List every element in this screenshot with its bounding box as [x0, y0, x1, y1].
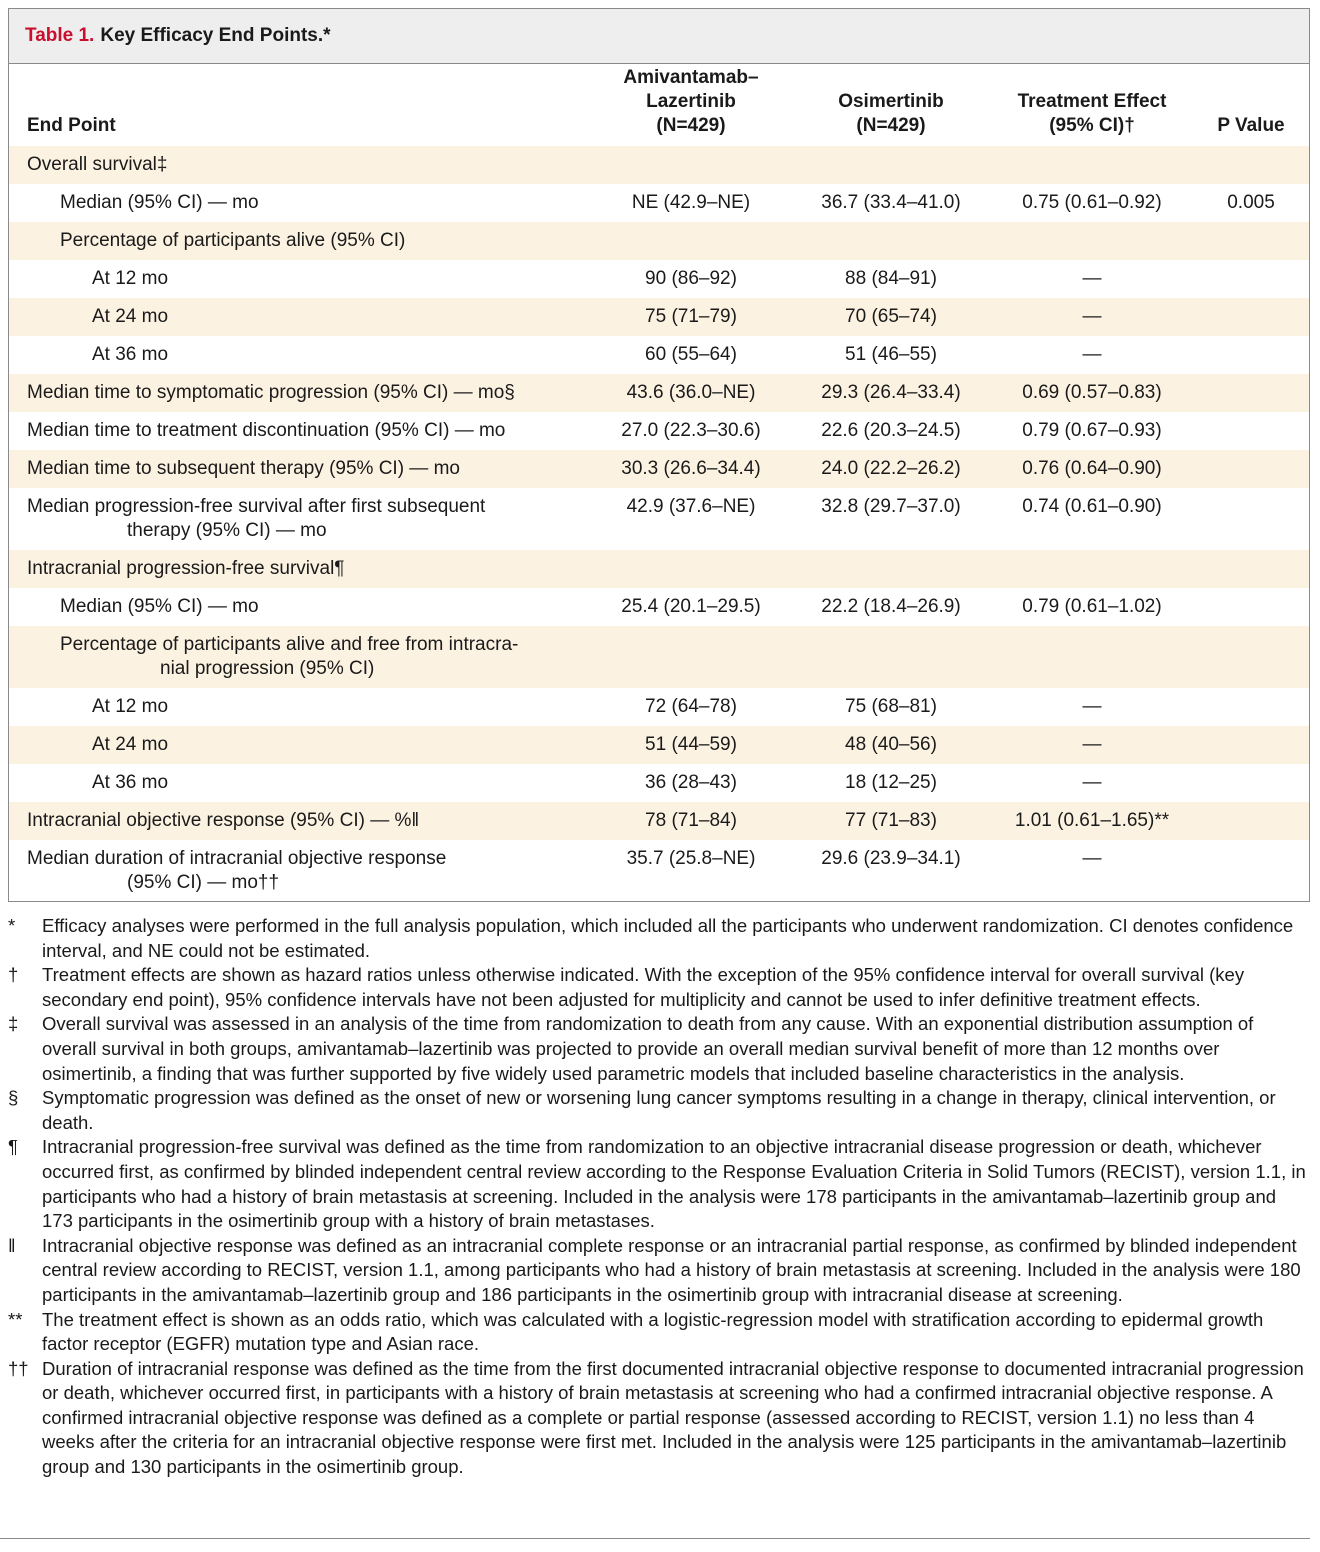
effect-value: 0.79 (0.67–0.93) [1022, 420, 1162, 441]
header-pvalue: P Value [1217, 115, 1285, 136]
table-row [9, 488, 1309, 550]
pvalue [1193, 450, 1309, 488]
table-row [9, 450, 1309, 488]
osimertinib-value: 32.8 (29.7–37.0) [821, 496, 961, 517]
footnote [8, 1308, 1310, 1357]
amivantamab-value: 72 (64–78) [645, 696, 737, 717]
amivantamab-value [591, 626, 791, 688]
header-arm1 [591, 64, 791, 146]
header-effect-ci: (95% CI)† [1049, 115, 1135, 136]
endpoint-cell [9, 840, 591, 902]
pvalue [1193, 222, 1309, 260]
osimertinib-value: 24.0 (22.2–26.2) [791, 450, 991, 488]
osimertinib-value: 29.6 (23.9–34.1) [821, 848, 961, 869]
header-arm2-n: (N=429) [856, 115, 926, 136]
efficacy-table [9, 64, 1309, 902]
osimertinib-value: 77 (71–83) [791, 802, 991, 840]
amivantamab-value: 30.3 (26.6–34.4) [591, 450, 791, 488]
endpoint-label: Intracranial progression-free survival¶ [27, 558, 345, 579]
endpoint-cell [9, 146, 591, 184]
footnote [8, 1012, 1310, 1086]
pvalue [1193, 688, 1309, 726]
osimertinib-value: 18 (12–25) [845, 772, 937, 793]
effect-value: 0.69 (0.57–0.83) [991, 374, 1193, 412]
amivantamab-value: 27.0 (22.3–30.6) [621, 420, 761, 441]
table-row [9, 726, 1309, 764]
table-title-text: Key Efficacy End Points.* [100, 25, 331, 46]
pvalue [1193, 260, 1309, 298]
header-effect-name: Treatment Effect [1017, 91, 1167, 112]
osimertinib-value: 48 (40–56) [791, 726, 991, 764]
effect-value: 0.75 (0.61–0.92) [1022, 192, 1162, 213]
footnote-symbol: †† [8, 1357, 29, 1379]
endpoint-cell [9, 626, 591, 688]
endpoint-cell [9, 764, 591, 802]
osimertinib-value: 36.7 (33.4–41.0) [821, 192, 961, 213]
pvalue [1193, 488, 1309, 550]
pvalue [1193, 298, 1309, 336]
endpoint-label: Median (95% CI) — mo [60, 596, 259, 617]
endpoint-label: At 24 mo [92, 734, 169, 755]
effect-value: 1.01 (0.61–1.65)** [991, 802, 1193, 840]
pvalue [1193, 550, 1309, 588]
table-row [9, 336, 1309, 374]
endpoint-cell [9, 726, 591, 764]
endpoint-cell [9, 222, 591, 260]
osimertinib-value [791, 550, 991, 588]
endpoint-cell [9, 374, 591, 412]
table-row [9, 802, 1309, 840]
effect-value: — [1082, 848, 1102, 869]
endpoint-label: At 24 mo [92, 306, 169, 327]
footnote [8, 1135, 1310, 1233]
pvalue [1193, 588, 1309, 626]
effect-value: — [1082, 696, 1102, 717]
effect-value [991, 222, 1193, 260]
endpoint-cell [9, 802, 591, 840]
endpoint-label: Median duration of intracranial objective response [27, 848, 447, 869]
footnote-text: The treatment effect is shown as an odds ratio, which was calculated with a logistic-regression model with stratification according to epidermal growth factor receptor (EGFR) mutation type and Asian race. [42, 1308, 1264, 1355]
table-row [9, 550, 1309, 588]
table-row [9, 146, 1309, 184]
header-arm2-name: Osimertinib [838, 91, 944, 112]
endpoint-cell [9, 588, 591, 626]
pvalue [1193, 764, 1309, 802]
endpoint-cell [9, 488, 591, 550]
footnote [8, 963, 1310, 1012]
endpoint-label: Percentage of participants alive (95% CI) [60, 230, 406, 251]
osimertinib-value [791, 146, 991, 184]
endpoint-label: Intracranial objective response (95% CI) — %‖ [27, 810, 420, 831]
endpoint-label: Percentage of participants alive and free from intracra- [60, 634, 519, 655]
osimertinib-value: 88 (84–91) [845, 268, 937, 289]
bottom-rule [0, 1538, 1310, 1539]
footnote-text: Symptomatic progression was defined as the onset of new or worsening lung cancer symptoms resulting in a change in therapy, clinical intervention, or death. [42, 1087, 1276, 1133]
endpoint-label: At 12 mo [92, 696, 169, 717]
header-arm1-n: (N=429) [656, 115, 726, 136]
endpoint-cell [9, 184, 591, 222]
endpoint-label: Median progression-free survival after first subsequent [27, 496, 486, 517]
amivantamab-value [591, 146, 791, 184]
footnote-text: Duration of intracranial response was defined as the time from the first documented intracranial objective response to documented intracranial progression or death, whichever occurred first, in participants with a history of brain metastasis at screening who had a confirmed intracranial objective response. A confirmed intracranial objective response was defined as a complete or partial response (assessed according to RECIST, version 1.1) no less than 4 weeks after the criteria for an intracranial objective response were first met. Included in the analysis were 125 participants in the amivantamab–lazertinib group and 130 participants in the osimertinib group. [42, 1357, 1304, 1478]
effect-value [991, 626, 1193, 688]
endpoint-label: Median time to symptomatic progression (95% CI) — mo§ [27, 382, 515, 403]
table-row [9, 260, 1309, 298]
endpoint-cell [9, 336, 591, 374]
osimertinib-value: 22.2 (18.4–26.9) [821, 596, 961, 617]
footnote-symbol: ** [8, 1308, 23, 1330]
footnote-symbol: ‡ [8, 1013, 19, 1035]
osimertinib-value: 75 (68–81) [845, 696, 937, 717]
table-row [9, 184, 1309, 222]
table-title [9, 9, 1309, 64]
osimertinib-value: 51 (46–55) [845, 344, 937, 365]
footnotes [8, 914, 1310, 1480]
amivantamab-value: 51 (44–59) [591, 726, 791, 764]
table-row [9, 298, 1309, 336]
amivantamab-value: 25.4 (20.1–29.5) [621, 596, 761, 617]
amivantamab-value [591, 222, 791, 260]
amivantamab-value: 35.7 (25.8–NE) [626, 848, 756, 869]
pvalue [1193, 336, 1309, 374]
pvalue [1193, 802, 1309, 840]
amivantamab-value: 42.9 (37.6–NE) [626, 496, 756, 517]
endpoint-cell [9, 298, 591, 336]
footnote-symbol: * [8, 915, 16, 936]
amivantamab-value: NE (42.9–NE) [631, 192, 751, 213]
effect-value: 0.74 (0.61–0.90) [1022, 496, 1162, 517]
footnote-text: Intracranial progression-free survival was defined as the time from randomization to an objective intracranial disease progression or death, whichever occurred first, as confirmed by blinded independent central review according to the Response Evaluation Criteria in Solid Tumors (RECIST), version 1.1, in participants who had a history of brain metastasis at screening. Included in the analysis were 178 participants in the amivantamab–lazertinib group and 173 participants in the osimertinib group with a history of brain metastases. [42, 1136, 1306, 1232]
header-effect [991, 64, 1193, 146]
pvalue [1193, 626, 1309, 688]
osimertinib-value: 29.3 (26.4–33.4) [791, 374, 991, 412]
effect-value [991, 550, 1193, 588]
table-row [9, 412, 1309, 450]
pvalue: 0.005 [1227, 192, 1275, 213]
table-number: Table 1. [25, 25, 95, 46]
pvalue [1193, 726, 1309, 764]
pvalue [1193, 146, 1309, 184]
effect-value: — [991, 726, 1193, 764]
effect-value: — [1082, 344, 1102, 365]
endpoint-label: At 12 mo [92, 268, 169, 289]
endpoint-label-cont: (95% CI) — mo†† [127, 872, 280, 893]
amivantamab-value: 78 (71–84) [591, 802, 791, 840]
header-endpoint: End Point [27, 115, 116, 136]
osimertinib-value: 22.6 (20.3–24.5) [821, 420, 961, 441]
osimertinib-value: 70 (65–74) [791, 298, 991, 336]
table-row [9, 588, 1309, 626]
footnote-text: Efficacy analyses were performed in the full analysis population, which included all the participants who underwent randomization. CI denotes confidence interval, and NE could not be estimated. [42, 915, 1294, 961]
footnote-symbol: ‖ [8, 1234, 16, 1256]
footnote [8, 1357, 1310, 1480]
pvalue [1193, 374, 1309, 412]
footnote-text: Treatment effects are shown as hazard ratios unless otherwise indicated. With the exception of the 95% confidence interval for overall survival (key secondary end point), 95% confidence intervals have not been adjusted for multiplicity and cannot be used to infer definitive treatment effects. [42, 964, 1245, 1010]
endpoint-label: Median (95% CI) — mo [60, 192, 259, 213]
amivantamab-value: 60 (55–64) [645, 344, 737, 365]
footnote-symbol: † [8, 964, 19, 986]
footnote-symbol: ¶ [8, 1136, 18, 1158]
header-arm1-name: Amivantamab–Lazertinib [623, 67, 759, 112]
endpoint-label: At 36 mo [92, 772, 169, 793]
endpoint-cell [9, 412, 591, 450]
effect-value: — [1082, 772, 1102, 793]
footnote-text: Overall survival was assessed in an analysis of the time from randomization to death from any cause. With an exponential distribution assumption of overall survival in both groups, amivantamab–lazertinib was projected to provide an overall median survival benefit of more than 12 months over osimertinib, a finding that was further supported by five widely used parametric models that included baseline characteristics in the analysis. [42, 1013, 1254, 1084]
header-arm2 [791, 64, 991, 146]
footnote [8, 1086, 1310, 1135]
endpoint-label-cont: therapy (95% CI) — mo [127, 520, 327, 541]
endpoint-label: At 36 mo [92, 344, 169, 365]
footnote-text: Intracranial objective response was defined as an intracranial complete response or an intracranial partial response, as confirmed by blinded independent central review according to RECIST, version 1.1, among participants who had a history of brain metastasis at screening. Included in the analysis were 180 participants in the amivantamab–lazertinib group and 186 participants in the osimertinib group with intracranial disease at screening. [42, 1234, 1301, 1305]
table-row [9, 840, 1309, 902]
footnote-symbol: § [8, 1087, 19, 1109]
effect-value: — [991, 298, 1193, 336]
pvalue [1193, 840, 1309, 902]
endpoint-label: Overall survival‡ [27, 154, 168, 175]
effect-value: 0.76 (0.64–0.90) [991, 450, 1193, 488]
footnote [8, 914, 1310, 963]
osimertinib-value [791, 626, 991, 688]
table-row [9, 688, 1309, 726]
amivantamab-value [591, 550, 791, 588]
effect-value: 0.79 (0.61–1.02) [1022, 596, 1162, 617]
amivantamab-value: 75 (71–79) [591, 298, 791, 336]
header-row [9, 64, 1309, 146]
amivantamab-value: 43.6 (36.0–NE) [591, 374, 791, 412]
amivantamab-value: 90 (86–92) [645, 268, 737, 289]
table-row [9, 222, 1309, 260]
table-box [8, 8, 1310, 902]
table-row [9, 764, 1309, 802]
endpoint-cell [9, 688, 591, 726]
endpoint-label: Median time to treatment discontinuation (95% CI) — mo [27, 420, 506, 441]
endpoint-cell [9, 450, 591, 488]
pvalue [1193, 412, 1309, 450]
table-row [9, 626, 1309, 688]
endpoint-label: Median time to subsequent therapy (95% CI) — mo [27, 458, 460, 479]
amivantamab-value: 36 (28–43) [645, 772, 737, 793]
effect-value: — [1082, 268, 1102, 289]
table-row [9, 374, 1309, 412]
effect-value [991, 146, 1193, 184]
footnote [8, 1234, 1310, 1308]
endpoint-label-cont: nial progression (95% CI) [160, 658, 375, 679]
osimertinib-value [791, 222, 991, 260]
endpoint-cell [9, 260, 591, 298]
endpoint-cell [9, 550, 591, 588]
